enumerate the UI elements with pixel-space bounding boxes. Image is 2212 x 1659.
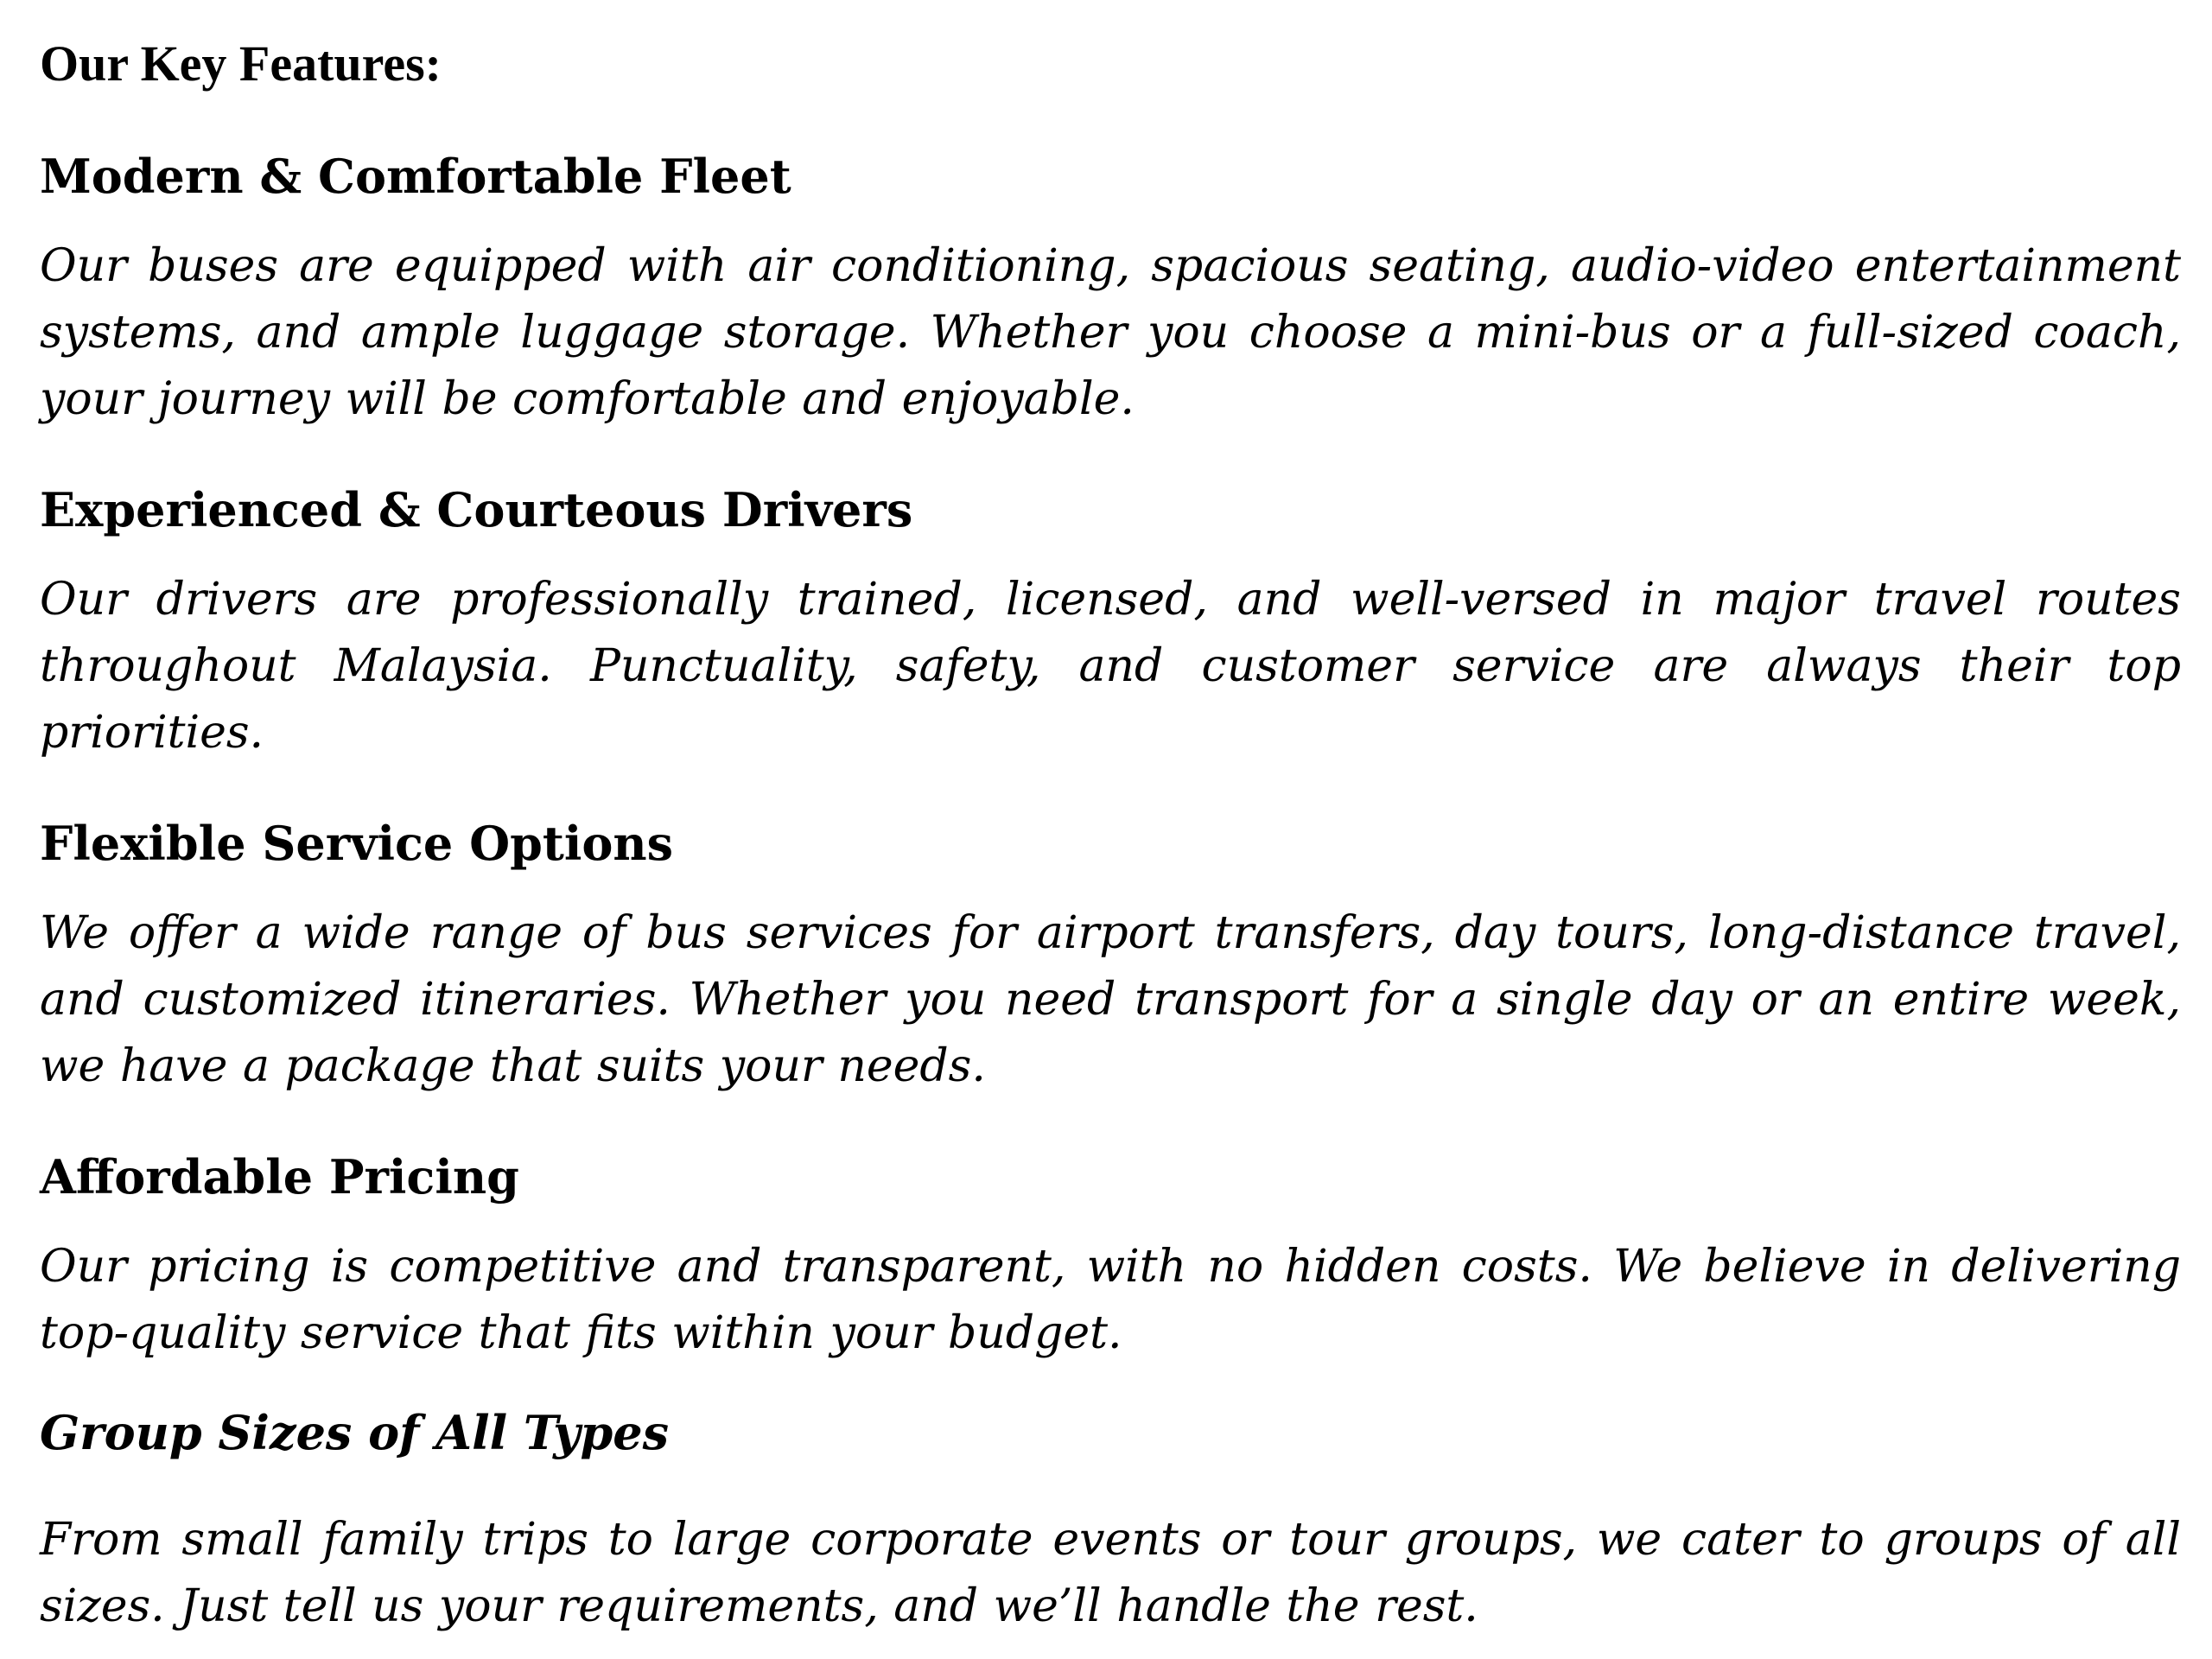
- feature-description: Our buses are equipped with air conditioning, spacious seating, audio-video entertainment systems, and ample luggage storage. Whether you choose a mini-bus or a full-sized coach, your journey will be comfortable and enjoyable.: [40, 240, 2181, 425]
- feature-description: We offer a wide range of bus services for airport transfers, day tours, long-distance travel, and customized itineraries. Whether you need transport for a single day or an entire week, we have a package that suits your needs.: [40, 907, 2181, 1092]
- feature-experienced-drivers: [40, 479, 2181, 766]
- feature-group-sizes: [40, 1402, 2181, 1640]
- feature-title: Flexible Service Options: [40, 816, 674, 871]
- feature-affordable-pricing: [40, 1146, 2181, 1367]
- feature-title: Experienced & Courteous Drivers: [40, 482, 913, 537]
- feature-description: From small family trips to large corporate events or tour groups, we cater to groups of all sizes. Just tell us your requirements, and we’ll handle the rest.: [40, 1514, 2181, 1632]
- feature-title: Modern & Comfortable Fleet: [40, 149, 791, 204]
- feature-title: Group Sizes of All Types: [40, 1405, 670, 1460]
- feature-flexible-options: [40, 812, 2181, 1100]
- feature-description: Our pricing is competitive and transparent, with no hidden costs. We believe in delivering top-quality service that fits within your budget.: [40, 1241, 2181, 1359]
- page-title: Our Key Features:: [40, 35, 442, 92]
- document-page: [40, 0, 2181, 1659]
- feature-modern-fleet: [40, 145, 2181, 433]
- feature-description: Our drivers are professionally trained, licensed, and well-versed in major travel routes throughout Malaysia. Punctuality, safety, and customer service are always their top priorities.: [40, 574, 2181, 759]
- feature-title: Affordable Pricing: [40, 1149, 519, 1205]
